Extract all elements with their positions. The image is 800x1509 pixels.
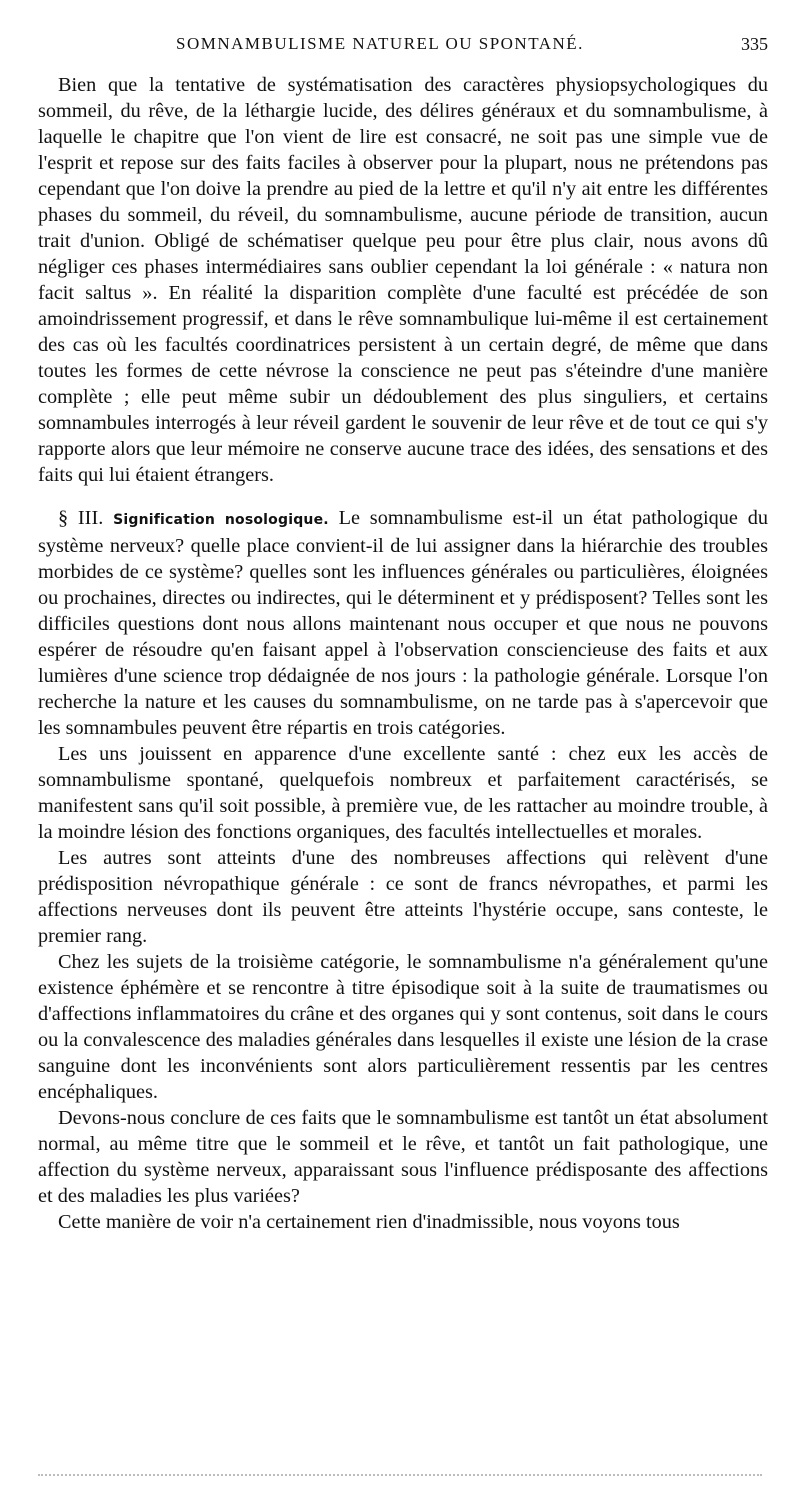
paragraph: Bien que la tentative de systématisation des caractères physiopsychologiques du sommeil, du rêve, de la léthargie lucide, des délires généraux et du somnambulisme, à laquelle le chapitre que l'on vient de lire est consacré, ne soit pas une simple vue de l'esprit et repose sur des faits faciles à observer pour la plupart, nous ne prétendons pas cependant que l'on doive la prendre au pied de la lettre et qu'il n'y ait entre les différentes phases du sommeil, du réveil, du somnambulisme, aucune période de transition, aucun trait d'union. Obligé de schématiser quelque peu pour être plus clair, nous avons dû négliger ces phases intermédiaires sans oublier cependant la loi générale : « natura non facit saltus ». En réalité la disparition complète d'une faculté est précédée de son amoindrissement progressif, et dans le rêve somnambulique lui-même il est certainement des cas où les facultés coordinatrices persistent à un certain degré, de même que dans toutes les formes de cette névrose la conscience ne peut pas s'éteindre d'une manière complète ; elle peut même subir un dédoublement des plus singuliers, et certains somnambules interrogés à leur réveil gardent le souvenir de leur rêve et de tout ce qui s'y rapporte alors que leur mémoire ne conserve aucune trace des idées, des sensations et des faits qui lui étaient étrangers. — [38, 74, 768, 486]
section-paragraph — [38, 505, 768, 741]
paragraph: Les autres sont atteints d'une des nombreuses affections qui relèvent d'une prédisposition névropathique générale : ce sont de francs névropathes, et parmi les affections nerveuses dont ils peuvent être atteints l'hystérie occupe, sans conteste, le premier rang. — [38, 847, 768, 947]
footer-rule — [38, 1474, 762, 1476]
section-mark: § III. — [58, 507, 104, 529]
page-number: 335 — [741, 34, 768, 54]
running-title: SOMNAMBULISME NATUREL OU SPONTANÉ. — [176, 34, 584, 53]
paragraph: Les uns jouissent en apparence d'une excellente santé : chez eux les accès de somnambulisme spontané, quelquefois nombreux et parfaitement caractérisés, se manifestent sans qu'il soit possible, à première vue, de les rattacher au moindre trouble, à la moindre lésion des fonctions organiques, des facultés intellectuelles et morales. — [38, 743, 768, 843]
paragraph-text: Le somnambulisme est-il un état pathologique du système nerveux? quelle place convient-il de lui assigner dans la hiérarchie des troubles morbides de ce système? quelles sont les influences générales ou particulières, éloignées ou prochaines, directes ou indirectes, qui le déterminent et y prédisposent? Telles sont les difficiles questions dont nous allons maintenant nous occuper et que nous ne pouvons espérer de résoudre qu'en faisant appel à l'observation consciencieuse des faits et aux lumières d'une science trop dédaignée de nos jours : la pathologie générale. Lorsque l'on recherche la nature et les causes du somnambulisme, on ne tarde pas à s'apercevoir que les somnambules peuvent être répartis en trois catégories. — [38, 507, 768, 739]
running-head — [38, 30, 768, 54]
section-title: Signification nosologique. — [113, 512, 329, 528]
paragraph: Chez les sujets de la troisième catégorie, le somnambulisme n'a généralement qu'une existence éphémère et se rencontre à titre épisodique soit à la suite de traumatismes ou d'affections inflammatoires du crâne et des organes qui y sont contenus, soit dans le cours ou la convalescence des maladies générales dans lesquelles il existe une lésion de la crase sanguine dont les inconvénients sont alors particulièrement ressentis par les centres encéphaliques. — [38, 951, 768, 1103]
paragraph: Cette manière de voir n'a certainement rien d'inadmissible, nous voyons tous — [58, 1211, 680, 1233]
paragraph: Devons-nous conclure de ces faits que le somnambulisme est tantôt un état absolument normal, au même titre que le sommeil et le rêve, et tantôt un fait pathologique, une affection du système nerveux, apparaissant sous l'influence prédisposante des affections et des maladies les plus variées? — [38, 1107, 768, 1207]
body-text — [38, 72, 768, 1235]
